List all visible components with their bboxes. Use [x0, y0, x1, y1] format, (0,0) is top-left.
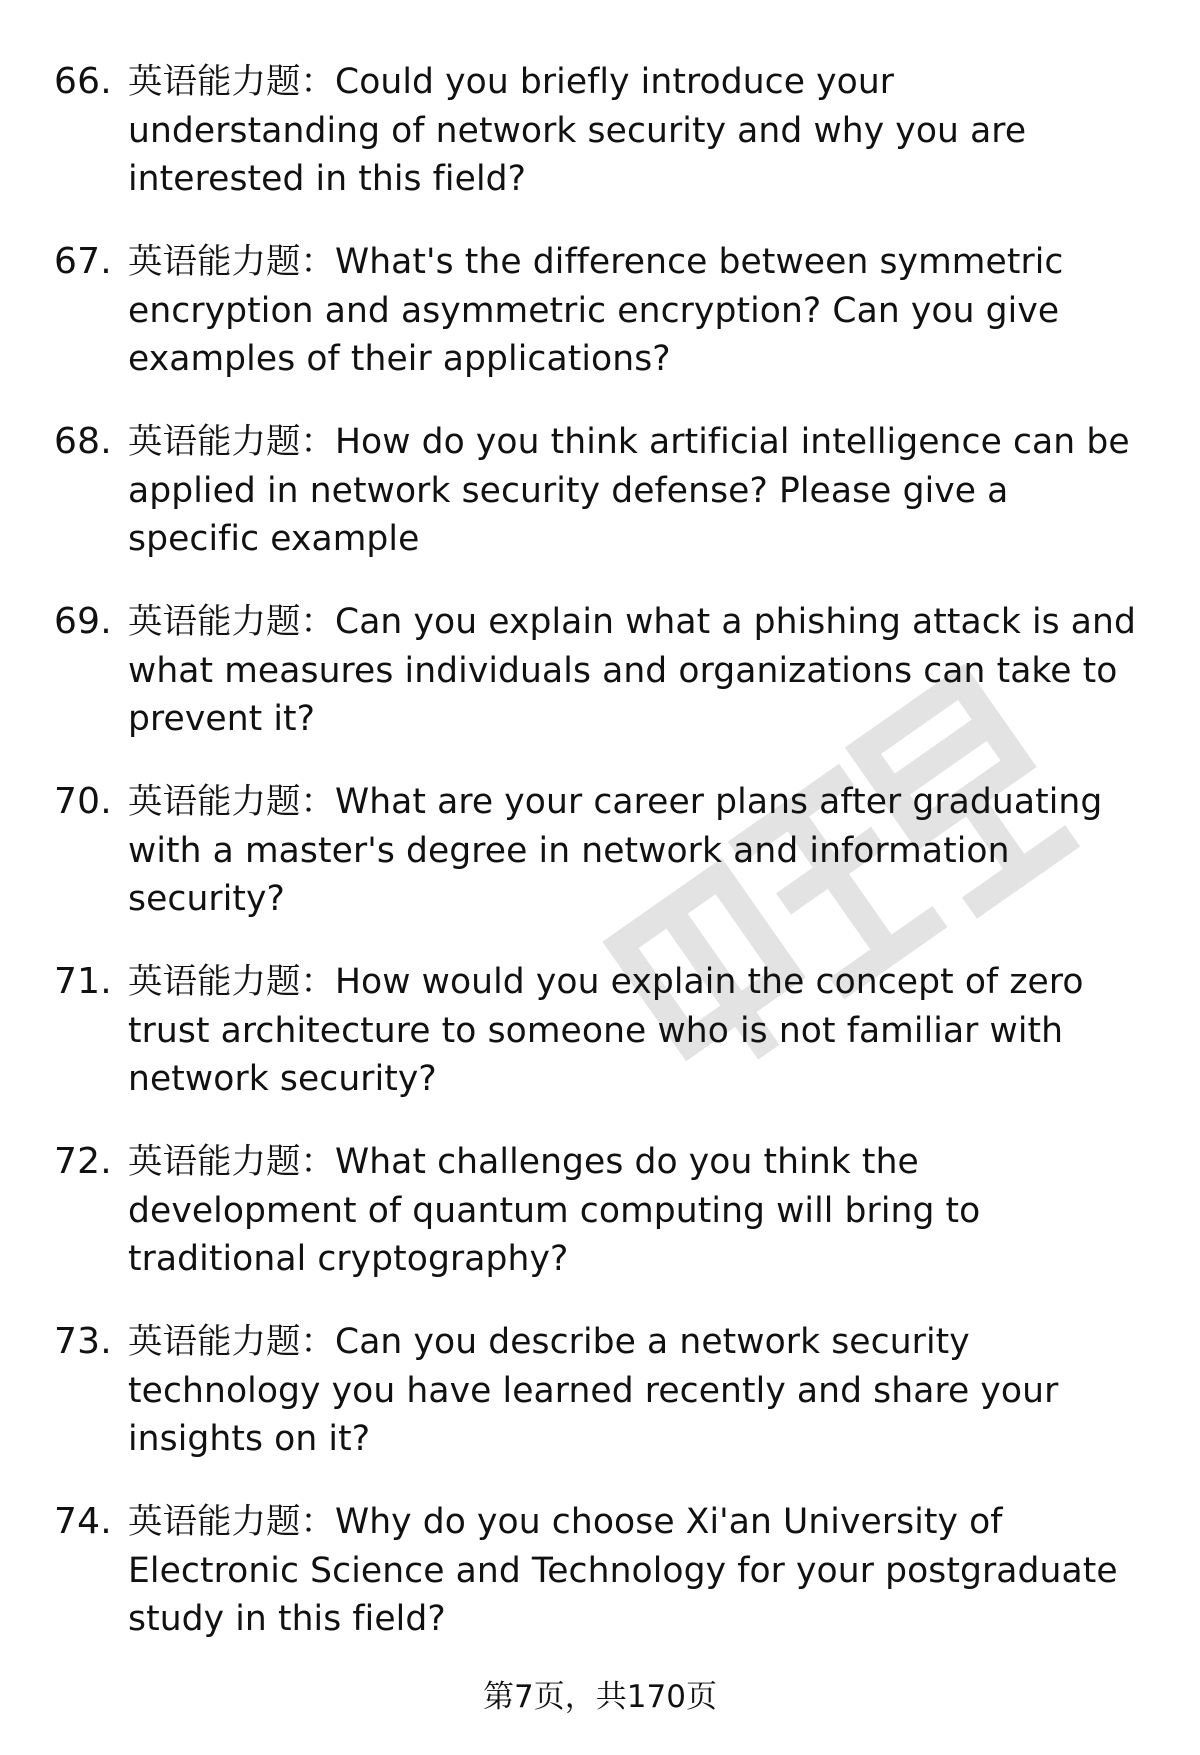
question-body: What challenges do you think the development of quantum computing will bring to traditional cryptography? [128, 1142, 981, 1279]
question-text [128, 598, 1138, 744]
question-text [128, 1498, 1138, 1644]
question-category: 英语能力题： [128, 422, 335, 462]
question-category: 英语能力题： [128, 962, 335, 1002]
question-item [0, 958, 1200, 1138]
question-category: 英语能力题： [128, 602, 335, 642]
page-footer: 第7页，共170页 [483, 1679, 717, 1715]
question-number: 73. [54, 1321, 112, 1362]
question-text [128, 418, 1138, 564]
question-item [0, 238, 1200, 418]
question-number: 68. [54, 421, 112, 462]
question-text [128, 58, 1138, 204]
question-item [0, 418, 1200, 598]
question-category: 英语能力题： [128, 242, 335, 282]
question-number: 70. [54, 781, 112, 822]
question-body: How would you explain the concept of zero trust architecture to someone who is not familiar with network security? [128, 962, 1084, 1099]
question-number: 71. [54, 961, 112, 1002]
question-text [128, 778, 1138, 924]
question-body: What's the difference between symmetric encryption and asymmetric encryption? Can you give examples of their applications? [128, 242, 1064, 379]
question-text [128, 1318, 1138, 1464]
question-body: Can you explain what a phishing attack is and what measures individuals and organizations can take to prevent it? [128, 602, 1137, 739]
question-body: What are your career plans after graduating with a master's degree in network and information security? [128, 782, 1103, 919]
question-item [0, 1318, 1200, 1498]
question-list [0, 58, 1200, 1678]
question-category: 英语能力题： [128, 1142, 335, 1182]
question-category: 英语能力题： [128, 62, 335, 102]
question-number: 66. [54, 61, 112, 102]
question-text [128, 958, 1138, 1104]
question-category: 英语能力题： [128, 1502, 335, 1542]
question-category: 英语能力题： [128, 1322, 335, 1362]
question-body: How do you think artificial intelligence can be applied in network security defense? Please give a specific example [128, 422, 1130, 559]
question-item [0, 598, 1200, 778]
question-number: 74. [54, 1501, 112, 1542]
question-number: 69. [54, 601, 112, 642]
question-body: Why do you choose Xi'an University of Electronic Science and Technology for your postgraduate study in this field? [128, 1502, 1118, 1639]
question-item [0, 1498, 1200, 1678]
question-body: Could you briefly introduce your understanding of network security and why you are interested in this field? [128, 62, 1027, 199]
question-item [0, 778, 1200, 958]
question-item [0, 58, 1200, 238]
question-text [128, 1138, 1138, 1284]
question-body: Can you describe a network security technology you have learned recently and share your insights on it? [128, 1322, 1059, 1459]
question-text [128, 238, 1138, 384]
question-item [0, 1138, 1200, 1318]
question-category: 英语能力题： [128, 782, 335, 822]
question-number: 67. [54, 241, 112, 282]
question-number: 72. [54, 1141, 112, 1182]
